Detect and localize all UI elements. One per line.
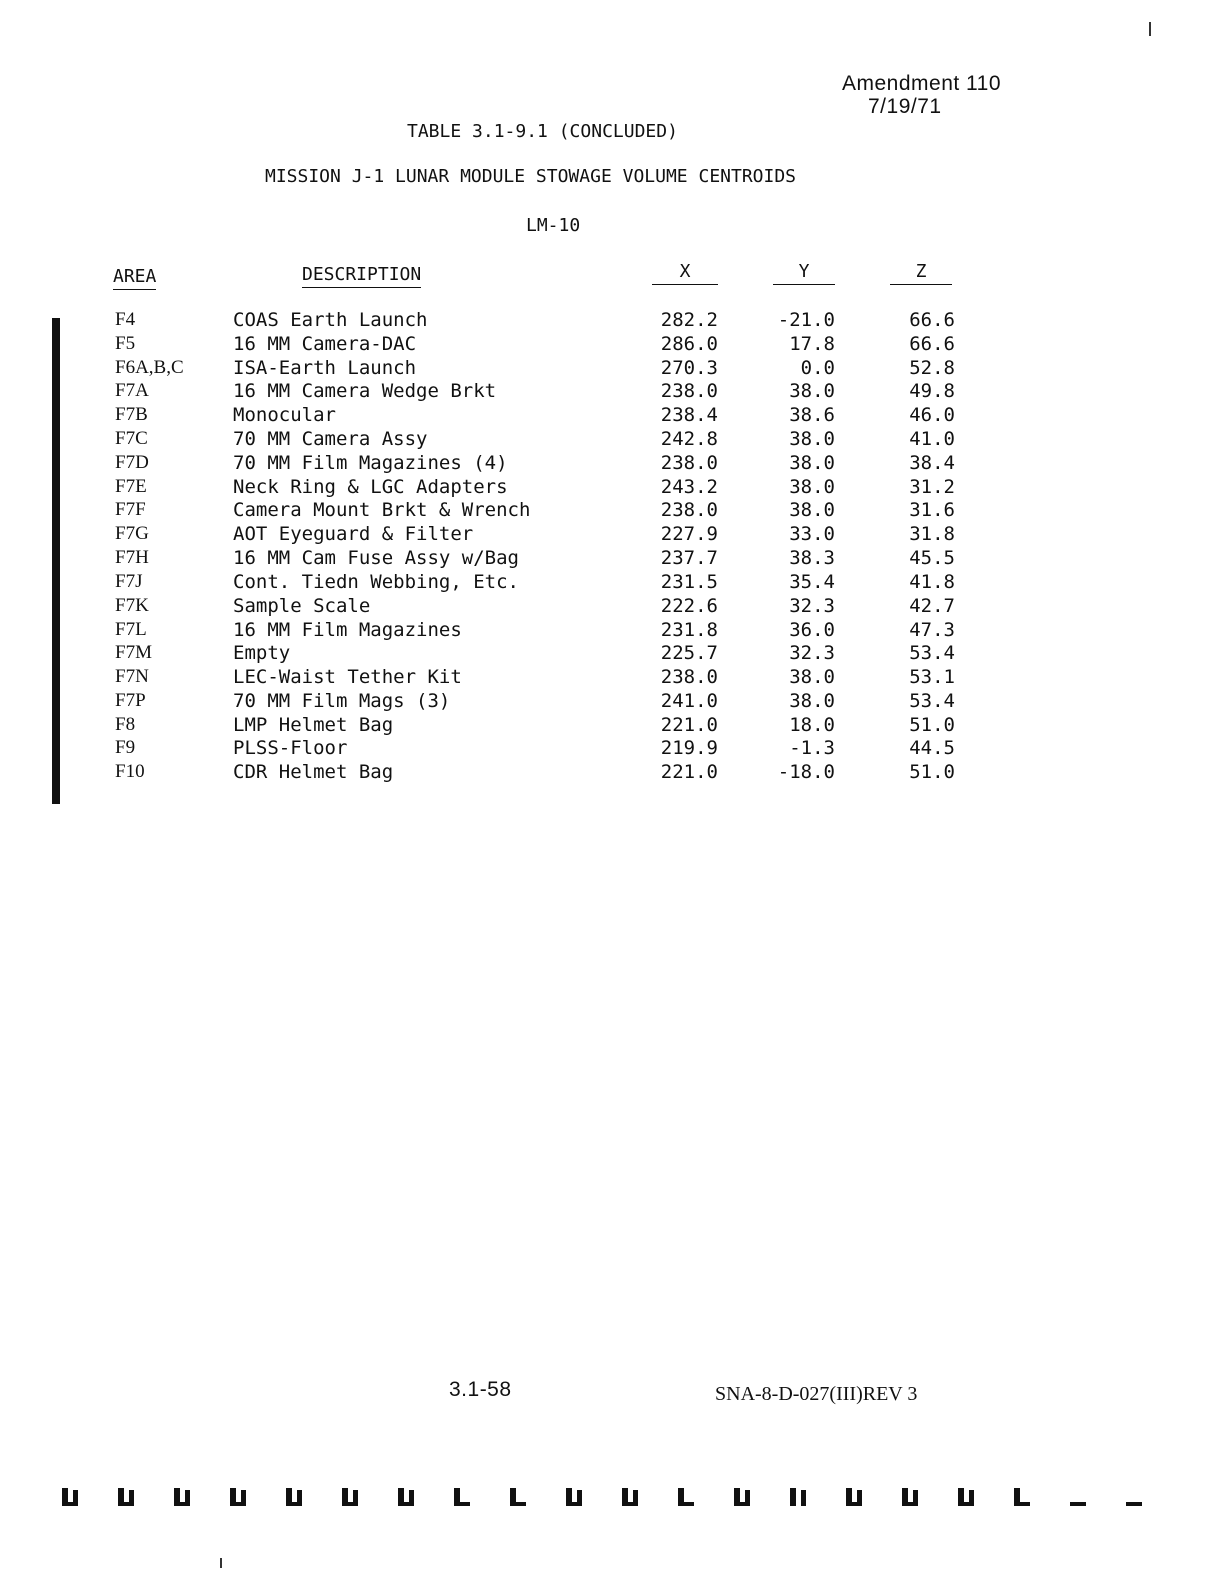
table-row	[0, 571, 1220, 595]
cell-y: 38.3	[789, 547, 835, 569]
punch-mark	[342, 1488, 358, 1506]
page-title: MISSION J-1 LUNAR MODULE STOWAGE VOLUME CENTROIDS	[265, 166, 797, 187]
cell-description: 16 MM Camera-DAC	[233, 333, 417, 355]
punch-mark	[622, 1488, 638, 1506]
cell-z: 38.4	[909, 452, 955, 474]
page-subtitle: LM-10	[526, 215, 581, 236]
table-row	[0, 380, 1220, 404]
cell-z: 52.8	[909, 357, 955, 379]
punch-mark	[734, 1488, 750, 1506]
cell-z: 41.0	[909, 428, 955, 450]
punch-mark	[118, 1488, 134, 1506]
cell-description: 70 MM Film Mags (3)	[233, 690, 451, 712]
cell-description: 70 MM Film Magazines (4)	[233, 452, 508, 474]
table-row	[0, 761, 1220, 785]
cell-description: Camera Mount Brkt & Wrench	[233, 499, 531, 521]
punch-mark	[846, 1488, 862, 1506]
cell-x: 225.7	[660, 642, 718, 664]
cell-x: 282.2	[660, 309, 718, 331]
table-row	[0, 666, 1220, 690]
cell-area: F5	[115, 333, 136, 354]
cell-y: 38.0	[789, 690, 835, 712]
cell-x: 238.0	[660, 499, 718, 521]
cell-description: 16 MM Film Magazines	[233, 619, 462, 641]
cell-z: 46.0	[909, 404, 955, 426]
cell-z: 51.0	[909, 714, 955, 736]
cell-description: Monocular	[233, 404, 336, 426]
cell-y: 38.0	[789, 666, 835, 688]
punch-mark	[510, 1488, 526, 1506]
cell-description: Sample Scale	[233, 595, 371, 617]
table-row	[0, 737, 1220, 761]
cell-y: 32.3	[789, 595, 835, 617]
cell-area: F7J	[115, 571, 143, 592]
punch-mark	[1070, 1488, 1086, 1506]
cell-area: F7A	[115, 380, 149, 401]
table-row	[0, 309, 1220, 333]
punch-mark	[902, 1488, 918, 1506]
punch-mark	[286, 1488, 302, 1506]
cell-x: 222.6	[660, 595, 718, 617]
cell-z: 31.6	[909, 499, 955, 521]
header-y: Y	[773, 261, 835, 285]
table-row	[0, 452, 1220, 476]
punch-mark	[790, 1488, 806, 1506]
page-number: 3.1-58	[449, 1378, 512, 1401]
cell-z: 66.6	[909, 309, 955, 331]
cell-y: -1.3	[789, 737, 835, 759]
document-id: SNA-8-D-027(III)REV 3	[715, 1383, 918, 1405]
cell-area: F6A,B,C	[115, 357, 184, 378]
cell-description: Neck Ring & LGC Adapters	[233, 476, 508, 498]
table-row	[0, 357, 1220, 381]
cell-z: 53.4	[909, 642, 955, 664]
cell-area: F7M	[115, 642, 152, 663]
cell-x: 243.2	[660, 476, 718, 498]
cell-area: F10	[115, 761, 145, 782]
cell-z: 31.8	[909, 523, 955, 545]
cell-y: -18.0	[777, 761, 835, 783]
cell-z: 53.1	[909, 666, 955, 688]
cell-x: 238.4	[660, 404, 718, 426]
cell-area: F7B	[115, 404, 148, 425]
cell-x: 221.0	[660, 761, 718, 783]
header-description: DESCRIPTION	[302, 264, 421, 288]
header-area: AREA	[113, 266, 156, 290]
edge-mark	[1149, 22, 1151, 36]
scan-punch-marks	[0, 1488, 1220, 1512]
cell-z: 44.5	[909, 737, 955, 759]
table-row	[0, 499, 1220, 523]
cell-y: 35.4	[789, 571, 835, 593]
cell-z: 31.2	[909, 476, 955, 498]
cell-x: 241.0	[660, 690, 718, 712]
header-z: Z	[890, 261, 952, 285]
cell-description: Empty	[233, 642, 291, 664]
punch-mark	[230, 1488, 246, 1506]
cell-x: 238.0	[660, 380, 718, 402]
cell-area: F7L	[115, 619, 147, 640]
cell-z: 47.3	[909, 619, 955, 641]
cell-y: 38.6	[789, 404, 835, 426]
cell-y: 38.0	[789, 428, 835, 450]
amendment-date: 7/19/71	[868, 95, 942, 118]
cell-area: F7H	[115, 547, 149, 568]
cell-area: F7F	[115, 499, 146, 520]
cell-area: F7P	[115, 690, 146, 711]
cell-y: -21.0	[777, 309, 835, 331]
cell-z: 49.8	[909, 380, 955, 402]
cell-description: LMP Helmet Bag	[233, 714, 394, 736]
cell-description: Cont. Tiedn Webbing, Etc.	[233, 571, 519, 593]
punch-mark	[566, 1488, 582, 1506]
cell-x: 238.0	[660, 666, 718, 688]
cell-area: F7E	[115, 476, 147, 497]
cell-area: F9	[115, 737, 136, 758]
cell-area: F7D	[115, 452, 149, 473]
table-row	[0, 404, 1220, 428]
cell-z: 51.0	[909, 761, 955, 783]
punch-mark	[62, 1488, 78, 1506]
punch-mark	[1014, 1488, 1030, 1506]
table-row	[0, 595, 1220, 619]
cell-x: 231.5	[660, 571, 718, 593]
cell-y: 36.0	[789, 619, 835, 641]
table-row	[0, 523, 1220, 547]
table-row	[0, 333, 1220, 357]
cell-description: 16 MM Camera Wedge Brkt	[233, 380, 497, 402]
cell-y: 38.0	[789, 452, 835, 474]
table-row	[0, 547, 1220, 571]
cell-description: 16 MM Cam Fuse Assy w/Bag	[233, 547, 519, 569]
punch-mark	[454, 1488, 470, 1506]
punch-mark	[1126, 1488, 1142, 1506]
cell-x: 238.0	[660, 452, 718, 474]
cell-z: 42.7	[909, 595, 955, 617]
cell-description: ISA-Earth Launch	[233, 357, 417, 379]
cell-z: 45.5	[909, 547, 955, 569]
punch-mark	[174, 1488, 190, 1506]
cell-z: 41.8	[909, 571, 955, 593]
punch-mark	[958, 1488, 974, 1506]
table-row	[0, 619, 1220, 643]
table-row	[0, 714, 1220, 738]
cell-x: 231.8	[660, 619, 718, 641]
cell-x: 219.9	[660, 737, 718, 759]
cell-area: F7N	[115, 666, 149, 687]
cell-x: 221.0	[660, 714, 718, 736]
table-number: TABLE 3.1-9.1 (CONCLUDED)	[407, 121, 678, 142]
cell-y: 32.3	[789, 642, 835, 664]
cell-area: F8	[115, 714, 136, 735]
cell-y: 38.0	[789, 380, 835, 402]
cell-area: F4	[115, 309, 136, 330]
table-row	[0, 428, 1220, 452]
punch-mark	[678, 1488, 694, 1506]
edge-mark	[220, 1558, 222, 1568]
table-row	[0, 476, 1220, 500]
cell-z: 66.6	[909, 333, 955, 355]
cell-y: 0.0	[800, 357, 835, 379]
amendment-label: Amendment 110	[842, 72, 1002, 95]
cell-description: COAS Earth Launch	[233, 309, 428, 331]
cell-z: 53.4	[909, 690, 955, 712]
punch-mark	[398, 1488, 414, 1506]
cell-y: 18.0	[789, 714, 835, 736]
header-x: X	[652, 261, 718, 285]
cell-y: 33.0	[789, 523, 835, 545]
cell-x: 286.0	[660, 333, 718, 355]
table-row	[0, 690, 1220, 714]
cell-description: PLSS-Floor	[233, 737, 348, 759]
cell-x: 227.9	[660, 523, 718, 545]
cell-y: 17.8	[789, 333, 835, 355]
cell-x: 270.3	[660, 357, 718, 379]
cell-x: 242.8	[660, 428, 718, 450]
cell-x: 237.7	[660, 547, 718, 569]
cell-description: CDR Helmet Bag	[233, 761, 394, 783]
cell-area: F7G	[115, 523, 149, 544]
cell-y: 38.0	[789, 476, 835, 498]
cell-description: AOT Eyeguard & Filter	[233, 523, 474, 545]
cell-description: 70 MM Camera Assy	[233, 428, 428, 450]
cell-area: F7C	[115, 428, 148, 449]
table-row	[0, 642, 1220, 666]
cell-description: LEC-Waist Tether Kit	[233, 666, 462, 688]
cell-area: F7K	[115, 595, 149, 616]
cell-y: 38.0	[789, 499, 835, 521]
